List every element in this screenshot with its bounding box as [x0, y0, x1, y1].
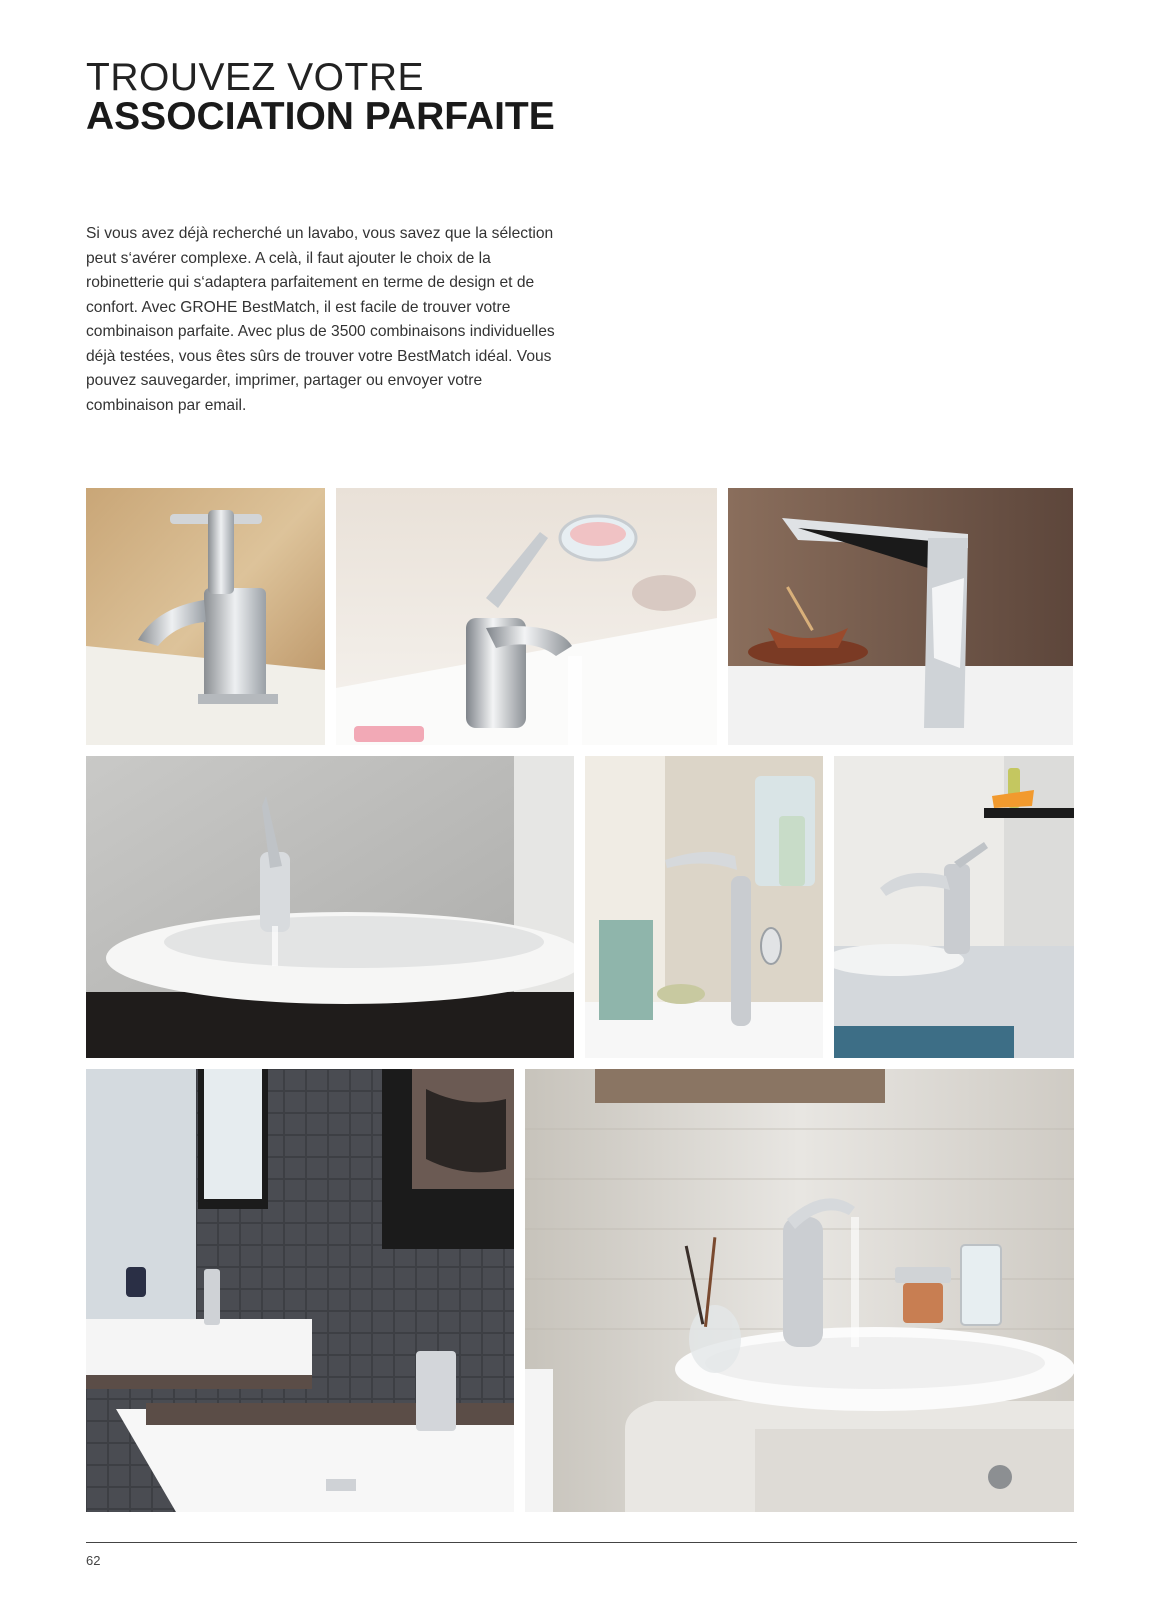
photo-faucet-soap-dish — [336, 488, 717, 745]
photo-oval-basin-stone-wall — [86, 756, 574, 1058]
photo-faucet-shelf-towel — [834, 756, 1074, 1058]
page-number: 62 — [86, 1553, 101, 1568]
intro-paragraph: Si vous avez déjà recherché un lavabo, vous savez que la sélection peut s‘avérer complexe. A celà, il faut ajouter le choix de la robinetterie qui s‘adaptera parfaitement en terme de design et de confort. Avec GROHE BestMatch, il est facile de trouver votre combinaison parfaite. Avec plus de 3500 combinaisons individuelles déjà testées, vous êtes sûrs de trouver votre BestMatch idéal. Vous pouvez sauvegarder, imprimer, partager ou envoyer votre combinaison par email. — [86, 225, 555, 414]
photo-vanity-wood-wall-accessories — [525, 1069, 1074, 1512]
title-line-bold: ASSOCIATION PARFAITE — [86, 95, 555, 138]
photo-faucet-travertine — [86, 488, 325, 745]
page-title — [86, 58, 555, 136]
title-line-light: TROUVEZ VOTRE — [86, 56, 425, 99]
photo-faucet-modern-angular — [728, 488, 1073, 745]
photo-tall-faucet-towel — [585, 756, 823, 1058]
footer-rule — [86, 1542, 1077, 1543]
photo-double-vanity-tiles — [86, 1069, 514, 1512]
